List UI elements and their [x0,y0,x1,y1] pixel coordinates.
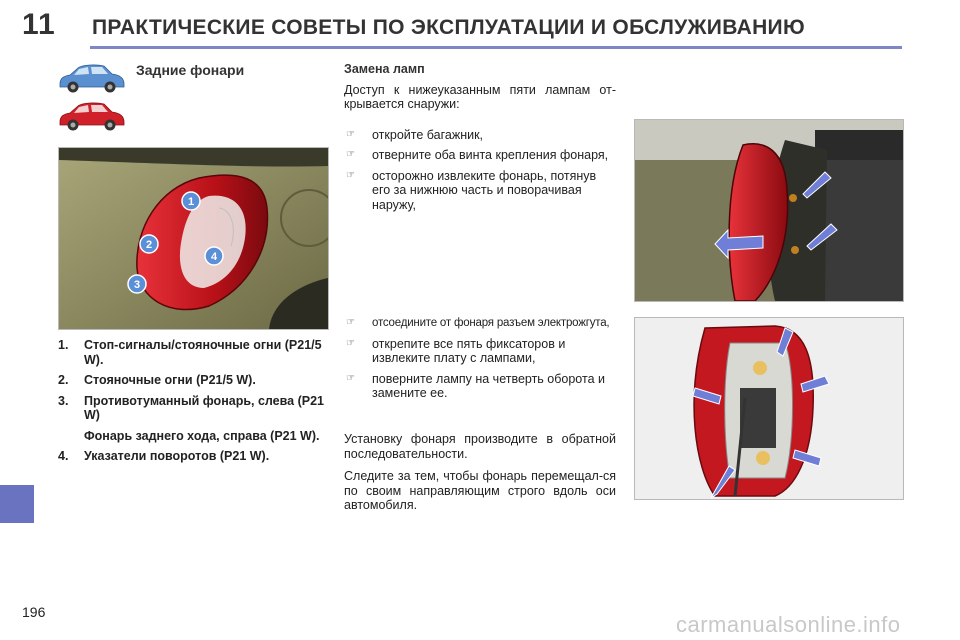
alignment-note: Следите за тем, чтобы фонарь перемещал-ся по своим направляющим строго вдоль оси автомобиля. [344,469,616,512]
legend-item: 4. Указатели поворотов (P21 W). [58,449,270,463]
bulb-holder-photo [634,317,904,500]
pointing-hand-icon: ☞ [346,317,355,328]
tail-light-removal-photo [634,119,904,302]
photo-label-3: 3 [133,279,141,291]
red-car-icon [54,98,128,134]
step-item: ☞ откройте багажник, [346,127,484,142]
pointing-hand-icon: ☞ [346,372,355,384]
step-item: ☞ отверните оба винта крепления фонаря, [346,148,609,162]
step-item: ☞ открепите все пять фиксаторов и извлеките плату с лампами, [346,336,566,365]
legend-item: 2. Стояночные огни (P21/5 W). [58,373,256,387]
page-number: 196 [22,604,46,620]
reinstall-note: Установку фонаря производите в обратной последовательности. [344,432,616,461]
photo-label-4: 4 [210,251,218,263]
section-title: Задние фонари [136,62,245,78]
pointing-hand-icon: ☞ [346,128,355,140]
step-item: ☞ поверните лампу на четверть оборота и замените ее. [346,371,605,400]
replacement-notes [344,432,616,521]
photo-label-1: 1 [187,196,195,208]
watermark: carmanualsonline.info [676,612,901,637]
pointing-hand-icon: ☞ [346,169,355,181]
step-item: ☞ осторожно извлеките фонарь, потянув его за нижнюю часть и поворачивая наружу, [346,168,597,212]
legend-item: 3. Противотуманный фонарь, слева (P21 W) [58,393,324,422]
legend-item: Фонарь заднего хода, справа (P21 W). [84,428,320,443]
photo-label-2: 2 [145,239,153,251]
pointing-hand-icon: ☞ [346,149,355,160]
chapter-title: ПРАКТИЧЕСКИЕ СОВЕТЫ ПО ЭКСПЛУАТАЦИИ И ОБСЛУЖИВАНИЮ [92,16,805,39]
chapter-tab-marker [0,485,34,523]
tail-light-photo [58,147,329,330]
step-item: ☞ отсоедините от фонаря разъем электрожгута, [346,317,610,329]
pointing-hand-icon: ☞ [346,337,355,349]
replacement-intro: Доступ к нижеуказанным пяти лампам от-крывается снаружи: [344,82,616,111]
bulb-legend [58,338,328,470]
header-divider [90,46,902,49]
blue-car-icon [54,60,128,96]
replacement-instructions-top [344,62,616,218]
replacement-title: Замена ламп [344,62,425,76]
replacement-instructions-bottom [344,316,616,407]
chapter-number: 11 [22,8,56,41]
legend-item: 1. Стоп-сигналы/стояночные огни (P21/5 W). [58,338,322,367]
